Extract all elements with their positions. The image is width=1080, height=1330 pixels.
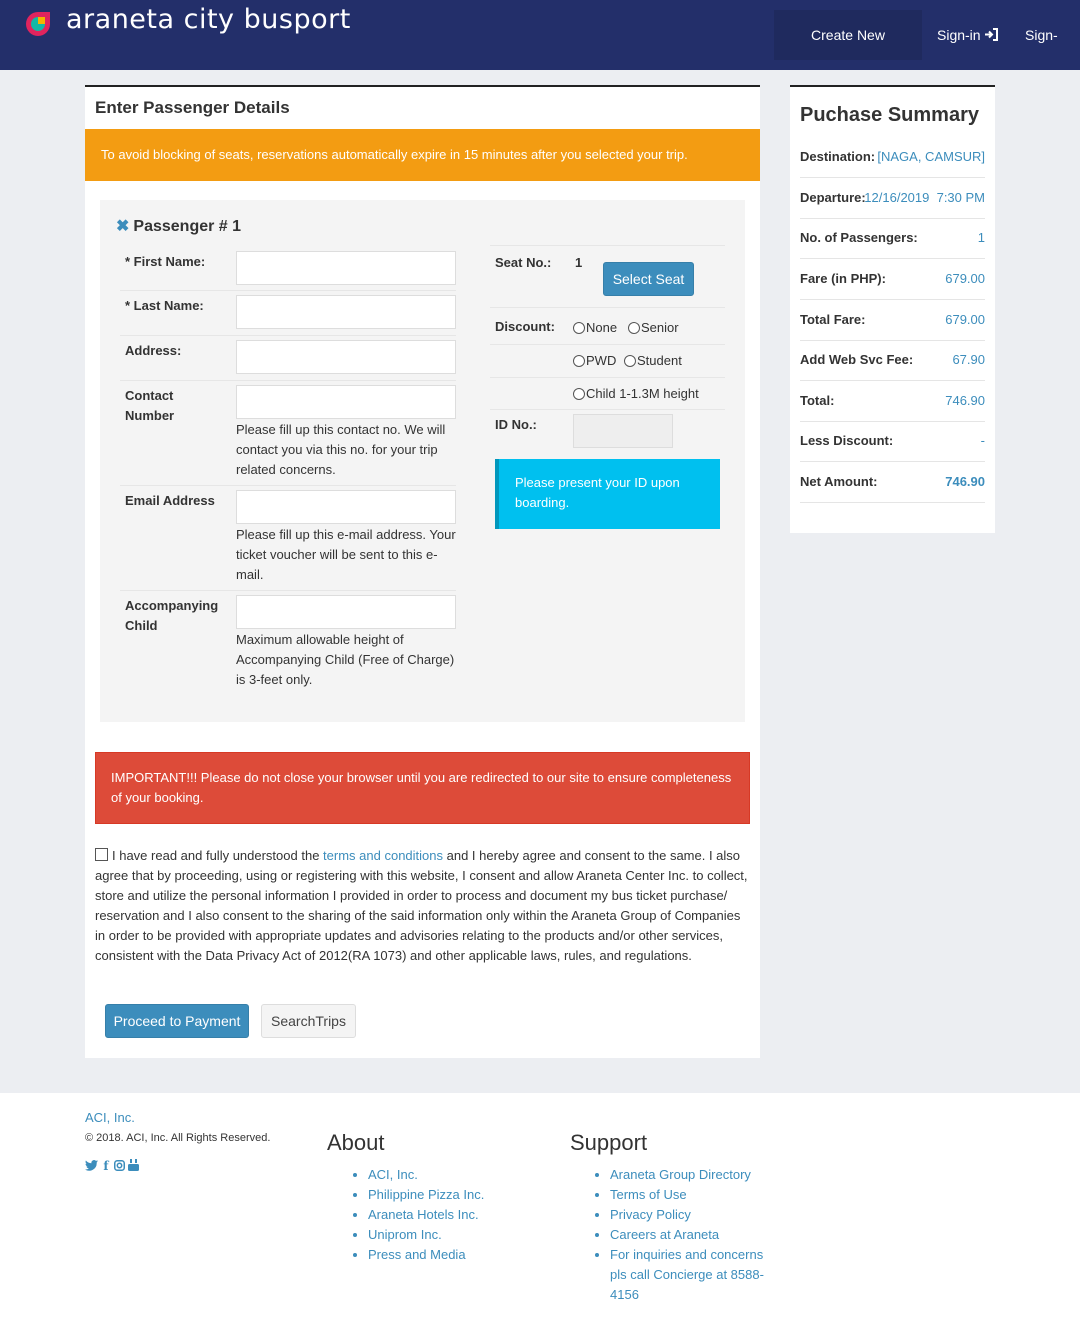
expiry-warning: To avoid blocking of seats, reservations automatically expire in 15 minutes after you selected your trip. [85, 129, 760, 181]
summary-label: Total: [800, 393, 835, 408]
page-title: Enter Passenger Details [95, 98, 290, 117]
address-label: Address: [125, 343, 182, 358]
passenger-title-text: Passenger # 1 [133, 218, 242, 235]
signup-link[interactable]: Sign- [1025, 27, 1058, 43]
support-heading: Support [570, 1130, 648, 1155]
summary-row-fare [800, 259, 985, 300]
summary-row-departure [800, 178, 985, 219]
summary-value: 12/16/2019 7:30 PM [864, 190, 985, 205]
divider [120, 485, 456, 486]
support-link-item [610, 1185, 775, 1205]
select-seat-button[interactable]: Select Seat [603, 262, 694, 296]
about-link-item [368, 1165, 484, 1185]
summary-value: 746.90 [945, 393, 985, 408]
divider [120, 380, 456, 381]
passenger-details-panel [85, 85, 760, 1058]
support-link-privacy[interactable]: Privacy Policy [610, 1207, 691, 1222]
about-link-uniprom[interactable]: Uniprom Inc. [368, 1227, 442, 1242]
first-name-input[interactable] [236, 251, 456, 285]
first-name-label: * First Name: [125, 254, 206, 269]
discount-label: Discount: [495, 319, 555, 334]
summary-row-destination [800, 137, 985, 178]
email-label: Email Address [125, 493, 215, 508]
discount-student-radio[interactable] [624, 353, 682, 368]
discount-pwd-radio[interactable] [573, 353, 616, 368]
radio-circle-icon [573, 388, 585, 400]
summary-title: Puchase Summary [800, 104, 979, 126]
summary-label: Destination: [800, 149, 876, 164]
accompanying-child-input[interactable] [236, 595, 456, 629]
id-no-label: ID No.: [495, 417, 537, 432]
contact-number-label: Contact Number [125, 388, 175, 423]
summary-label: Fare (in PHP): [800, 271, 886, 286]
divider [490, 307, 725, 308]
footer [0, 1093, 1080, 1330]
radio-circle-icon [573, 322, 585, 334]
consent-post-text: and I hereby agree and consent to the same. I also agree that by proceeding, using or registering with this website, I consent and allow Araneta Center Inc. to collect, store and utilize the personal information I provided in order to process and document my bus ticket purchase/ reservation and I also consent to the sharing of the said information only within the Araneta Group of Companies in order to be provided with appropriate updates and advisories relating to the products and/or other services, consistent with the Data Privacy Act of 2012(RA 1073) and other applicable laws, rules, and regulations. [95, 848, 748, 963]
email-help-text: Please fill up this e-mail address. Your ticket voucher will be sent to this e-mail. [236, 527, 456, 582]
signin-link[interactable] [923, 10, 1013, 60]
brand-name[interactable]: araneta city busport [66, 4, 351, 35]
divider [490, 377, 725, 378]
signin-label: Sign-in [937, 27, 981, 43]
about-link-item [368, 1205, 484, 1225]
last-name-input[interactable] [236, 295, 456, 329]
id-info-callout: Please present your ID upon boarding. [495, 459, 720, 529]
discount-child-radio[interactable] [573, 386, 699, 401]
accompanying-child-label: Accompanying Child [125, 598, 219, 633]
last-name-label: * Last Name: [125, 298, 204, 313]
consent-text [95, 846, 750, 966]
about-link-hotels[interactable]: Araneta Hotels Inc. [368, 1207, 479, 1222]
support-link-terms[interactable]: Terms of Use [610, 1187, 687, 1202]
summary-value: - [980, 433, 985, 448]
id-no-input [573, 414, 673, 448]
support-link-item [610, 1205, 775, 1225]
summary-row-total [800, 381, 985, 422]
summary-label: Total Fare: [800, 312, 866, 327]
discount-student-label: Student [637, 353, 682, 368]
summary-label: No. of Passengers: [800, 230, 918, 245]
contact-number-input[interactable] [236, 385, 456, 419]
create-new-booking-link[interactable]: Create New [774, 10, 922, 60]
about-link-aci[interactable]: ACI, Inc. [368, 1167, 418, 1182]
passenger-title [116, 216, 241, 236]
summary-value: 679.00 [945, 312, 985, 327]
consent-checkbox[interactable] [95, 848, 108, 861]
radio-circle-icon [628, 322, 640, 334]
discount-senior-radio[interactable] [628, 320, 679, 335]
contact-help-text: Please fill up this contact no. We will contact you via this no. for your trip related concerns. [236, 422, 446, 477]
support-links [610, 1165, 775, 1305]
summary-row-web-fee [800, 340, 985, 381]
summary-label: Add Web Svc Fee: [800, 352, 914, 367]
about-link-press[interactable]: Press and Media [368, 1247, 466, 1262]
radio-circle-icon [624, 355, 636, 367]
summary-label: Net Amount: [800, 474, 878, 489]
passenger-form [100, 200, 745, 722]
youtube-icon[interactable] [128, 1159, 139, 1171]
seat-no-label: Seat No.: [495, 255, 552, 270]
discount-pwd-label: PWD [586, 353, 617, 368]
search-trips-button[interactable]: SearchTrips [261, 1004, 356, 1038]
summary-row-passengers [800, 218, 985, 259]
divider [120, 290, 456, 291]
about-heading: About [327, 1130, 385, 1155]
summary-label: Less Discount: [800, 433, 894, 448]
remove-passenger-icon[interactable]: ✖ [116, 218, 130, 235]
support-link-directory[interactable]: Araneta Group Directory [610, 1167, 751, 1182]
support-link-item [610, 1245, 775, 1305]
footer-company-link[interactable]: ACI, Inc. [85, 1110, 135, 1125]
summary-value: 1 [977, 230, 985, 245]
terms-link[interactable]: terms and conditions [323, 848, 443, 863]
signin-icon [984, 28, 999, 41]
divider [120, 590, 456, 591]
top-navbar [0, 0, 1080, 70]
support-link-item [610, 1165, 775, 1185]
discount-none-radio[interactable] [573, 320, 617, 335]
discount-none-label: None [586, 320, 618, 335]
discount-child-label: Child 1-1.3M height [586, 386, 699, 401]
summary-row-discount [800, 421, 985, 462]
seat-no-value: 1 [575, 255, 583, 270]
summary-row-total-fare [800, 300, 985, 341]
facebook-icon[interactable]: f [103, 1159, 109, 1173]
summary-value: 67.90 [952, 352, 985, 367]
divider [490, 409, 725, 410]
divider [490, 344, 725, 345]
instagram-icon[interactable] [114, 1160, 125, 1171]
support-link-item [610, 1225, 775, 1245]
purchase-summary-panel [790, 85, 995, 533]
footer-copyright: © 2018. ACI, Inc. All Rights Reserved. [85, 1132, 271, 1144]
address-input[interactable] [236, 340, 456, 374]
consent-pre-text: I have read and fully understood the [112, 848, 324, 863]
divider [490, 245, 725, 246]
summary-value: 746.90 [945, 474, 985, 489]
summary-label: Departure: [800, 190, 866, 205]
about-link-item [368, 1245, 484, 1265]
email-input[interactable] [236, 490, 456, 524]
araneta-logo-icon[interactable] [24, 10, 52, 38]
social-icons [85, 1159, 139, 1173]
twitter-icon[interactable] [85, 1160, 98, 1171]
about-link-item [368, 1185, 484, 1205]
about-links [368, 1165, 484, 1265]
support-link-careers[interactable]: Careers at Araneta [610, 1227, 720, 1242]
summary-value: 679.00 [945, 271, 985, 286]
about-link-item [368, 1225, 484, 1245]
child-help-text: Maximum allowable height of Accompanying Child (Free of Charge) is 3-feet only. [236, 632, 455, 687]
summary-value: [NAGA, CAMSUR] [877, 149, 985, 164]
about-link-pizza[interactable]: Philippine Pizza Inc. [368, 1187, 485, 1202]
discount-senior-label: Senior [641, 320, 679, 335]
important-alert: IMPORTANT!!! Please do not close your browser until you are redirected to our site to ensure completeness of your booking. [95, 752, 750, 824]
radio-circle-icon [573, 355, 585, 367]
summary-row-net-amount [800, 462, 985, 503]
proceed-to-payment-button[interactable]: Proceed to Payment [105, 1004, 249, 1038]
support-link-inquiries[interactable]: For inquiries and concerns pls call Concierge at 8588-4156 [610, 1247, 764, 1302]
divider [120, 335, 456, 336]
